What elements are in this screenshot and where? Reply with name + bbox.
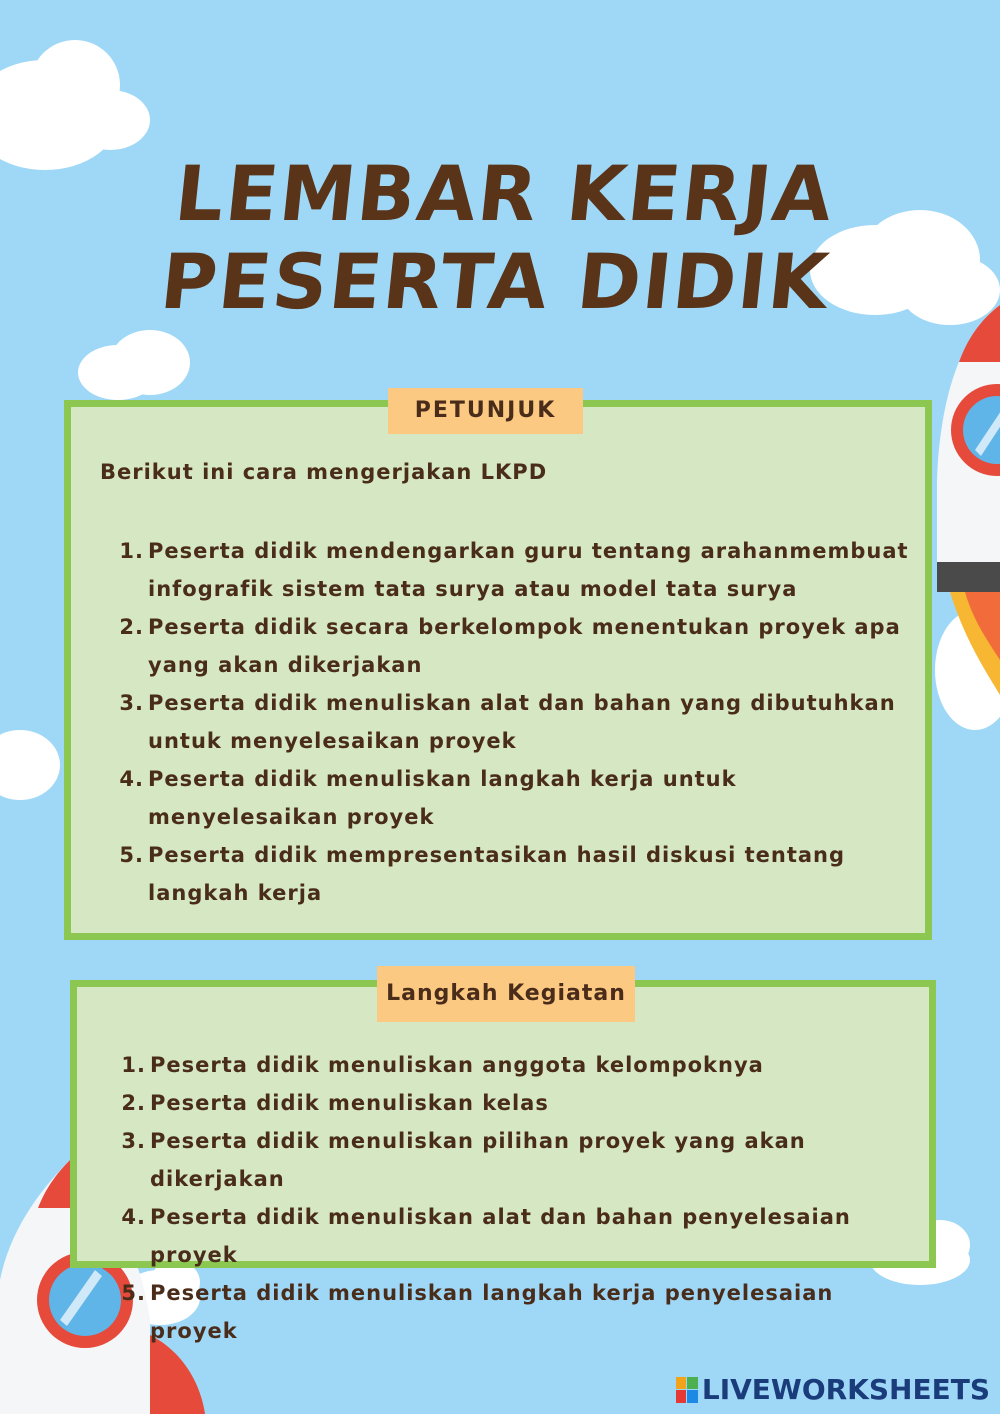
liveworksheets-logo-icon	[676, 1377, 698, 1403]
instructions-tag: PETUNJUK	[388, 388, 583, 434]
steps-list	[106, 1046, 916, 1350]
title-line-1: LEMBAR KERJA	[170, 149, 839, 238]
list-item: 2. Peserta didik secara berkelompok menentukan proyek apa yang akan dikerjakan	[119, 615, 901, 677]
list-item: 3. Peserta didik menuliskan alat dan bahan yang dibutuhkan untuk menyelesaikan proyek	[119, 691, 896, 753]
page-title	[0, 150, 1000, 326]
list-item: 2. Peserta didik menuliskan kelas	[121, 1091, 549, 1115]
logo-text: LIVEWORKSHEETS	[701, 1373, 990, 1406]
list-item: 5. Peserta didik mempresentasikan hasil diskusi tentang langkah kerja	[119, 843, 846, 905]
list-item: 4. Peserta didik menuliskan langkah kerja untuk menyelesaikan proyek	[119, 767, 737, 829]
liveworksheets-logo[interactable]	[676, 1373, 990, 1406]
title-line-2: PESERTA DIDIK	[156, 237, 835, 326]
list-item: 5. Peserta didik menuliskan langkah kerja penyelesaian proyek	[121, 1281, 834, 1343]
list-item: 1. Peserta didik menuliskan anggota kelompoknya	[121, 1053, 764, 1077]
list-item: 3. Peserta didik menuliskan pilihan proyek yang akan dikerjakan	[121, 1129, 806, 1191]
list-item: 1. Peserta didik mendengarkan guru tentang arahanmembuat infografik sistem tata surya atau model tata surya	[119, 539, 909, 601]
instructions-list	[104, 532, 914, 912]
instructions-intro: Berikut ini cara mengerjakan LKPD	[100, 460, 548, 484]
rocket-illustration-right	[925, 300, 1000, 700]
list-item: 4. Peserta didik menuliskan alat dan bahan penyelesaian proyek	[121, 1205, 851, 1267]
steps-tag: Langkah Kegiatan	[377, 966, 635, 1022]
